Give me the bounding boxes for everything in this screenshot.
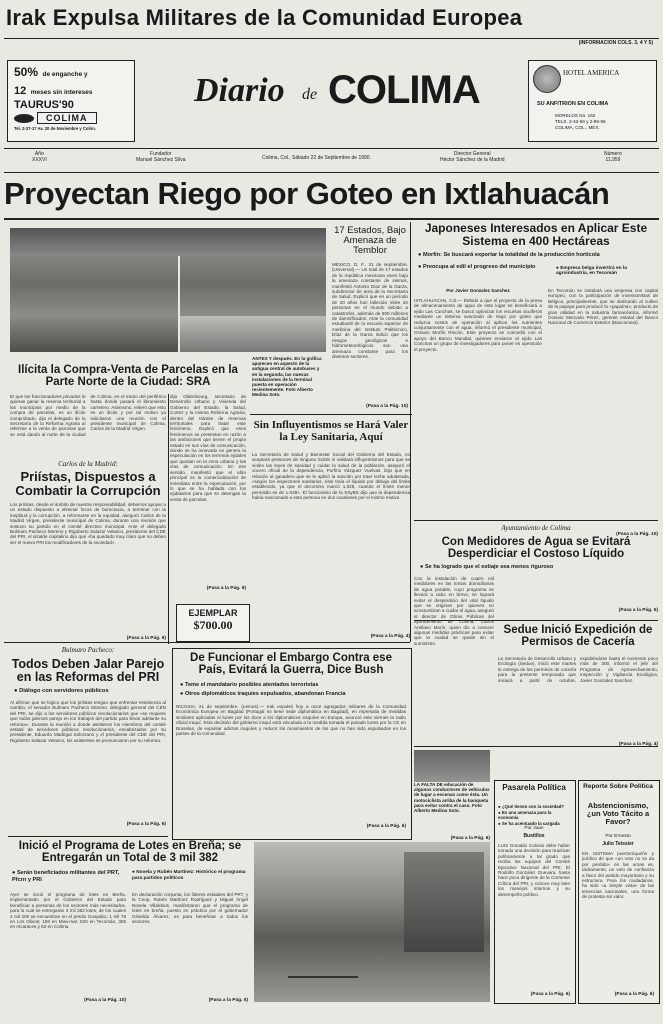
ejemplar-label: EJEMPLAR	[188, 608, 238, 618]
pasarela-body: LUIS Donaldo Colosio debe haber tomado una decisión para reactivar políticamente a tal grado que reciba los equipos del Comité Ejecutivo Nacional del PRI. El Rodolfo González Guevara, hasta hace poco dirigente de la Corriente Crítica del PRI, y conoce muy bien los manejos internos y su desempeño político.	[498, 843, 570, 897]
ad-pct: 50%	[14, 65, 39, 79]
pasarela-bullet3-text: Se ha acentuado la cargada	[501, 821, 560, 826]
photo-roof	[10, 228, 326, 256]
main-rule	[4, 218, 659, 220]
ayuntamiento-kicker: Ayuntamiento de Colima	[501, 524, 571, 532]
sin-infl-body: La Secretaría de Salud y Bienestar Social del Gobierno del Estado, no aceptará presiones de ninguna índole ni validará influyentismos para que se violen las leyes de sanidad y cuidar la salud de la población, aseguró el vocero oficial de la dependencia, Porfirio Vázquez Vuelvas. Dijo que en relación al ganadero que se le aplicó la sanción por traer leche adulterada, «según los inspectores sanitarios, éste traía el líquido por debajo del límite establecido, ya que el decomiso marcó 1.025, cuando el límite menor permitido es de 1.029». El funcionario de la SSyBS dijo que la dependencia había sancionado a esta persona en dos ocasiones por el mismo motivo.	[252, 452, 410, 501]
medidores-body: Con la instalación de cuatro mil medidores en las tomas domiciliarias de agua potable, cuyo programa se llevará a cabo en breve, se logrará evitar el desperdicio del vital líquido que se originan por quienes no acostumbran a cuidar el agua, aseguró el director de Obras Públicas del ayuntamiento de Colima, Carlos Arellano Morín, quien dio a conocer algunas medidas prácticas para evitar que la ciudad se quede sin el suministro.	[414, 576, 494, 646]
funcionar-headline: De Funcionar el Embargo Contra ese País, Evitará la Guerra, Dice Bush	[190, 652, 392, 677]
ejemplar-price: $700.00	[193, 618, 233, 632]
lotes-bullet1-text: Serán beneficiados militantes del PRT, Pfcrn y PRI	[12, 870, 120, 883]
s17-pasa: (Pasa a la Pág. 10)	[366, 404, 408, 409]
funcionar-pasa: (Pasa a la Pág. 6)	[366, 824, 406, 829]
ad-pct-text: de enganche y	[42, 71, 88, 78]
japoneses-bullet1-text: Morfín: Se buscará exportar la totalidad de la producción hortícola	[422, 252, 600, 258]
japoneses-body1: IXTLAHUACAN, Col.— Debido a que el proyecto de la presa de almacenamiento de agua de este lugar se beneficiará a ejido Las Conchas, se buscó optimizar los recursos acuíferos mediante un sistema avanzado de riego por goteo que reduzca costos de operación al aplicar los nutrientes conjuntamente con el agua, informó el presidente municipal, Octavio Morfín Rincón. Este proyecto se concedió con el apoyo del Banco Mundial, quienes enviaron al ejido Las Conchas un grupo de investigadores para poner en operación el proyecto.	[414, 298, 542, 352]
top-headline: Irak Expulsa Militares de la Comunidad Europea	[6, 5, 523, 30]
priistas-body: Los priístas, desde el ámbito de nuestra responsabilidad, debemos apoyar a un estado dispuesto a eliminar focos de burocracia, a terminar con la ineptitud y la corrupción, a reformarse en la equidad, aseguró Carlos de la Madrid Virgen, presidente municipal de Colima, durante una reunión que sostuvo su partido en el comité directivo municipal. Ante el delegado Bulmaro Pacheco Moreno y Rigoberto Salazar Velasco, presidente del CDE del PRI, el alcalde capitalino dijo que «ha quedado muy claro que no deben ser el nuevo PRI los modificadores de la sociedad».	[10, 502, 166, 545]
lotes-bullet1: ● Serán beneficiados militantes del PRT, Pfcrn y PRI	[12, 870, 120, 883]
priistas-pasa: (Pasa a la Pág. 9)	[126, 636, 166, 641]
photo-wall	[404, 852, 484, 952]
lotes-rule	[8, 836, 168, 837]
col-rule-2	[410, 222, 411, 642]
ejemplar-box	[176, 604, 250, 642]
pasarela-byline-pre: Por Juan	[524, 826, 544, 831]
masthead	[190, 62, 480, 142]
japoneses-bullet1: ● Morfín: Se buscará exportar la totalidad de la producción hortícola	[418, 252, 600, 258]
ilicita-body: El que los fraccionadores privados le quieran ganar la reserva territorial a los municipios por medio de la compra de parcelas, es un ilícito comprobado, dijo el delegado de la Secretaría de la Reforma Agraria al referirse a la venta de parcelas que se está dando al norte de la ciudad de Colima, en el tramo del periférico hasta donde pasará el libramiento carretero. Asimismo, reiteró que esto es un ilícito y por tal motivo ya solicitaron una reunión con el presidente municipal de Colima, Carlos de la Madrid Virgen.	[10, 394, 166, 437]
sedue-pasa: (Pasa a la Pág. 4)	[618, 742, 658, 747]
rule-right-1	[414, 520, 658, 521]
funcionar-bullet1: ● Teme el mandatario posibles atentados terroristas	[180, 682, 319, 688]
col-rule-6	[414, 746, 658, 747]
sedue-headline: Sedue Inició Expedición de Permisos de Cacería	[503, 624, 653, 649]
pasarela-bullet3: ● Se ha acentuado la cargada	[498, 821, 560, 826]
pasarela-title: Pasarela Política	[502, 783, 566, 792]
ad-brand: COLIMA	[37, 112, 97, 124]
hotel-addr3: COLIMA, COL., MEX.	[555, 125, 600, 130]
japoneses-body2: En Tecomán se instalará una empresa con capital europeo, con la participación de inversionistas de Bélgica, principalmente, que se dedicarán al cultivo de la papaya para producir la «papaína», producto de gran utilidad en la industria farmacéutica, informó Octavio Mercado Pérez, gerente estatal del Banco Nacional de Comercio Exterior (Bancomext).	[548, 288, 658, 326]
ad-months-text: meses sin intereses	[30, 89, 93, 96]
ford-logo-icon	[14, 114, 34, 123]
director-label: Director General	[453, 151, 491, 157]
todos-pasa: (Pasa a la Pág. 6)	[126, 822, 166, 827]
col-rule-3	[250, 414, 412, 415]
priistas-headline: Priístas, Dispuestos a Combatir la Corrupción	[15, 469, 161, 498]
masthead-diario: Diario	[194, 72, 285, 109]
hotel-addr2: TELS. 2-43-66 y 2-95-96	[555, 119, 606, 124]
ad-footer: Tel. 2-37-17 Av. 20 de Noviembre y Colón.	[14, 126, 96, 131]
funcionar-bullet2-text: Otros diplomáticos iraquíes expulsados, abandonan Francia	[184, 691, 346, 697]
ad-months: 12	[14, 85, 27, 97]
todos-bullet-text: Diálogo con servidores públicos	[19, 688, 109, 694]
number-value: 11,959	[605, 157, 621, 163]
photo-bicycle	[288, 946, 358, 978]
sin-infl-pasa: (Pasa a la Pág. 4)	[370, 634, 410, 639]
carlos-kicker: Carlos de la Madrid:	[58, 460, 118, 468]
col-rule-1	[168, 394, 169, 644]
middle-col-pasa: (Pasa a la Pág. 9)	[206, 586, 246, 591]
hotel-tagline: SU ANFITRION EN COLIMA	[537, 101, 609, 107]
ad-model: TAURUS'90	[14, 99, 74, 111]
todos-headline: Todos Deben Jalar Parejo en las Reformas del PRI	[11, 657, 165, 685]
japoneses-bullet3-text: Empresa belga invertirá en la agroindustria, en Tecomán	[556, 266, 627, 277]
info-cols: (INFORMACION COLS. 3, 4 Y 5)	[578, 40, 653, 46]
reporte-byline: Julio Teissier	[602, 841, 634, 847]
reporte-subtitle: Abstencionismo, ¿un Voto Tácito a Favor?	[586, 801, 650, 826]
japoneses-pasa: (Pasa a la Pág. 10)	[616, 532, 658, 537]
sedue-body: La Secretaría de Desarrollo Urbano y Ecología (Sedue), inició este martes la entrega de los permisos de cacería para la presente temporada que iniciará a partir de octubre, expidiéndose hasta el momento poco más de 300, informó el jefe del Programa de Aprovechamiento, Inspección y Vigilancia Ecológica, Javier Gonzalez Sanchez.	[498, 656, 658, 683]
hotel-ad	[528, 60, 657, 142]
pasarela-byline: Bustillos	[523, 833, 545, 839]
lotes-bullet2-text: Novela y Rubén Martínez: Histórico el programa para partidos políticos	[132, 870, 246, 881]
dateline: Colima, Col., Sábado 22 de Septiembre de 1990.	[262, 155, 371, 161]
japoneses-bullet2: ● Preocupa al edil el progreso del municipio	[418, 264, 536, 270]
pasarela-bullet1: ● ¿Qué tienen con la sociedad?	[498, 804, 565, 809]
pasarela-bullet1-text: ¿Qué tienen con la sociedad?	[501, 804, 565, 809]
todos-body: Al afirmar que se lógico que los priístas tengan que enfrentar resistencia al cambio, el senador Bulmaro Pacheco Moreno, delegado general del CEN del PRI, se dijo a los servidores públicos revolucionarios que «se requiere que todos jalemos parejo en los trabajos del partido para llevar adelante su reforma». Durante la reunión a donde asistieron los miembros del comité estatal de servidores públicos revolucionarios, encabezados por su presidente, Eduardo Madrigal Solorzano y el presidente del CDE del PRI, Rigoberto Salazar Velasco, los asistentes se pronunciaron por su reforma.	[10, 700, 166, 743]
bus-terminal-photo	[10, 228, 326, 352]
number-label: Número	[604, 151, 622, 157]
photo1-caption: ANTES Y después. En la gráfica aparecen en aspecto de la antigua central de autobuses y en la segunda, las nuevas instalaciones de la terminal puesta en operación recientemente. Foto Alberto Medina Soto.	[252, 356, 322, 398]
todos-bullet: ● Diálogo con servidores públicos	[14, 688, 109, 694]
middle-col-body: dijo Oldenbourg, secretario de Desarrollo Urbano y Vivienda del Gobierno del Estado, la Salud, Cortez y la misma Reforma Agraria, dentro del trámite de reservas territoriales para tratar este fenómeno. Explicó que esos fenómenos se presentan en razón a las ambiciones que tienen el propio estado en sus vías de comunicación, donde se ha innovado en genera la especulación en los terrenos ejidales que quedan en la zona urbana y las vías de comunicación. En ese sentido, manifestó que el afán principal es la comercialización de inmediata entre la especulación, por lo que se ha hablado con los ejidatarios para que se detengan la venta de parcelas.	[170, 394, 246, 502]
s17-body: MEXICO, D. F., 21 de septiembre. (Universal).— Un total de 17 estados de la república mexicana viven bajo la amenaza constante de sismos, manifestó Antonio Díaz de la Garza, subdirector de área de la Secretaría de Salud. Explicó que en un período de 20 años han fallecido miles de personas en el mundo debido a catástrofes, además de 800 millones de damnificados. Ante la comunidad estudiantil de la escuela superior de medicina del Instituto Politécnico, Díaz de la Garza indicó que los riesgos geológicos e hidrometeorológicos son una amenaza constante para los diversos sectores.	[332, 262, 408, 359]
pasarela-pasa: (Pasa a la Pág. 6)	[530, 992, 570, 997]
folio-rule-bottom	[4, 172, 659, 173]
masthead-colima: COLIMA	[328, 68, 480, 112]
hotel-addr1: MORELOS No. 162	[555, 113, 596, 118]
sin-infl-headline: Sin Influyentismos se Hará Valer la Ley Sanitaria, Aquí	[253, 419, 409, 443]
year-label: Año	[34, 151, 44, 157]
reporte-body: EN SISTEMA puertorriqueño y jurídico de que «un voto no se da por perdido» en las urnas es, tácitamente, un voto de confianza a favor del partido mayoritario y su estructura. Para los ciudadanos, ha sido «a simple vista» de las tenencias nacionales, una forma de protesta sin valor.	[582, 851, 654, 900]
lotes-bullet2: ● Novela y Rubén Martínez: Histórico el programa para partidos políticos	[132, 870, 246, 881]
medidores-headline: Con Medidores de Agua se Evitará Desperdiciar el Costoso Líquido	[441, 536, 631, 561]
director-value: Héctor Sánchez de la Madrid	[440, 157, 505, 163]
folio-rule-top	[4, 148, 659, 149]
folio	[4, 151, 659, 171]
medidores-bullet-text: Se ha logrado que el estiaje sea menos riguroso	[424, 564, 554, 570]
ford-ad	[7, 60, 135, 142]
main-headline: Proyectan Riego por Goteo en Ixtlahuacán	[4, 176, 610, 211]
founder-value: Manuel Sánchez Silva	[136, 157, 186, 163]
funcionar-body: NICOSIA, 21 de septiembre. (Lemus).— Irak expulsó hoy a once agregados militares de la Comunidad Económica Europea en Bagdad (Portugal no tiene sede diplomática en Bagdad), en represalia de medidas similares aplicadas el lunes por los doce a los diplomáticos iraquíes en Europa, anunció este viernes la radio oficial iraquí. Esta decisión del gobierno iraquí está vinculada a la medida tomada el pasado lunes por la CE en Bruselas, de expulsar adictos iraquíes y reducir los movimientos de los que no han sido expulsados en los países de la comunidad.	[176, 704, 406, 737]
hotel-logo-icon	[533, 65, 561, 93]
ilicita-headline: Ilícita la Compra-Venta de Parcelas en la Parte Norte de la Ciudad: SRA	[18, 364, 238, 389]
reporte-title: Reporte Sobre Política	[583, 783, 653, 790]
lotes-pasa2: (Pasa a la Pág. 5)	[208, 998, 248, 1003]
funcionar-bullet2: ● Otros diplomáticos iraquíes expulsados, abandonan Francia	[180, 691, 346, 697]
col-rule-5	[414, 620, 658, 621]
japoneses-byline: Por Javier Gonzalez Sanchez	[446, 288, 510, 293]
founder-label: Fundador	[150, 151, 172, 157]
col-rule-4	[4, 642, 410, 643]
lotes-body1: Ayer se inició el programa de lotes en Breña, implementado por el Gobierno del Estado para beneficiar a personas de los sectores más necesitados, para lo cual se entregarán 3 mil 382 lotes, de los cuales 2 mil 200 se encuentran en el predio Guayabo; 1 mil 78 en Los Olivos; 168 en Mira-mar, 520 en Tecomán, 306 en Alcaraces y 62 en Colima.	[10, 892, 126, 930]
s17-headline: 17 Estados, Bajo Amenaza de Temblor	[334, 225, 406, 256]
japoneses-bullet2-text: Preocupa al edil el progreso del municipio	[422, 264, 536, 270]
japoneses-headline: Japoneses Interesados en Aplicar Este Sistema en 400 Hectáreas	[424, 221, 648, 248]
year-value: XXXVI	[32, 157, 47, 163]
falta-caption: LA FALTA DE educación de algunos conductores de vehículos de lugar a escenas como ésta. Un motociclista arriba de la banqueta para evitar contra el caso. Foto Alberto Medina Soto.	[414, 782, 490, 834]
pasarela-bullet2-text: Es una amenaza para la economía	[498, 810, 552, 820]
lotes-pasa1: (Pasa a la Pág. 10)	[84, 998, 126, 1003]
hotel-name: HOTEL AMERICA	[563, 69, 620, 77]
photo-floor	[180, 316, 326, 352]
medidores-pasa: (Pasa a la Pág. 5)	[618, 608, 658, 613]
falta-pasa: (Pasa a la Pág. 6)	[450, 836, 490, 841]
street-photo	[254, 842, 490, 1002]
japoneses-bullet3: ● Empresa belga invertirá en la agroindustria, en Tecomán	[556, 266, 627, 277]
bulmaro-kicker: Bulmaro Pacheco:	[61, 646, 115, 654]
reporte-pasa: (Pasa a la Pág. 6)	[614, 992, 654, 997]
funcionar-bullet1-text: Teme el mandatario posibles atentados terroristas	[184, 682, 319, 688]
medidores-bullet: ● Se ha logrado que el estiaje sea menos riguroso	[420, 564, 554, 570]
pasarela-bullet2: ● Es una amenaza para la economía	[498, 810, 552, 820]
reporte-byline-pre: Por Ernesto	[605, 834, 631, 839]
masthead-de: de	[302, 86, 318, 103]
lotes-body2: En declaración conjunta, los líderes estatales del PRT, y la Cnop, Rubén Martínez Rodríguez y Miguel Ángel Novela Villalobos, manifestaron que el programa de lotes en breña, puesto en práctica por el gobernador Griselda Álvarez, es para beneficiar a todos los sectores.	[132, 892, 248, 925]
lotes-headline: Inició el Programa de Lotes en Breña; se Entregarán un Total de 3 mil 382	[18, 840, 242, 865]
top-rule	[4, 38, 659, 39]
